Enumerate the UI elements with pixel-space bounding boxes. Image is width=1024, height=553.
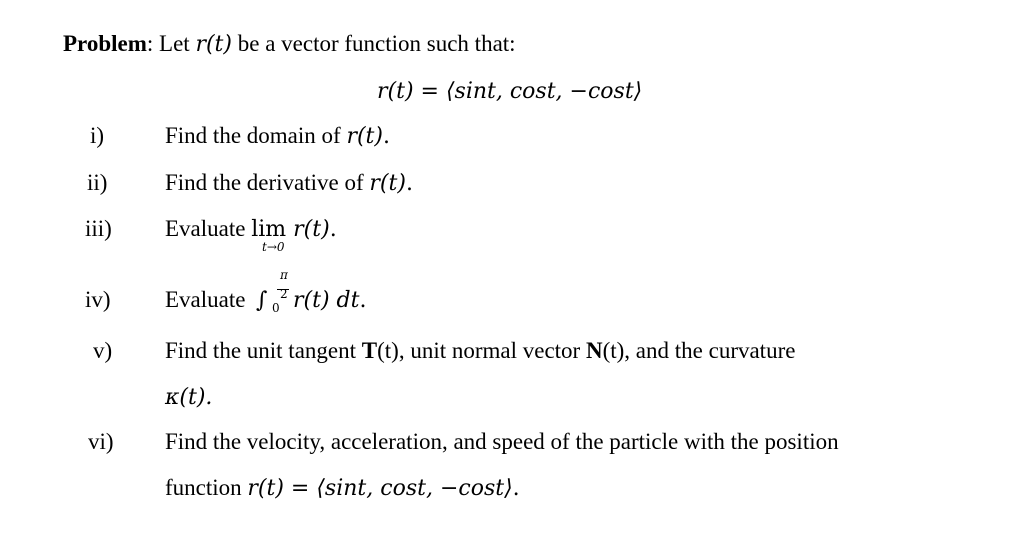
item-text-line2 (165, 474, 520, 503)
item-number: vi) (88, 429, 114, 454)
item-math: r(t) (346, 124, 383, 149)
problem-intro-tail: be a vector function such that: (231, 31, 516, 56)
integral-lower-limit: 0 (272, 301, 280, 315)
integral-sign: ∫ (256, 288, 268, 313)
item-math: r(t) dt (293, 288, 360, 313)
problem-label: Problem (63, 31, 147, 56)
item-text-part: (t), unit normal vector (377, 338, 586, 363)
item-text-part: (t), and the curvature (602, 338, 796, 363)
integral-upper-pi: π (280, 268, 288, 282)
item-text-part: Find the derivative of (165, 170, 370, 195)
item-math: r(t) (369, 171, 406, 196)
problem-intro-var: r(t) (195, 32, 232, 57)
item-number: i) (90, 123, 105, 148)
item-text (165, 215, 337, 244)
item-text (165, 169, 413, 198)
item-text-part: Find the unit tangent (165, 338, 362, 363)
limit-subscript: t→0 (262, 240, 285, 254)
bold-N: N (585, 338, 603, 363)
item-text: Find the velocity, acceleration, and speed of the particle with the position (165, 429, 839, 454)
item-number: ii) (87, 170, 108, 195)
item-number: v) (93, 338, 113, 363)
limit-operator: lim (251, 217, 287, 242)
item-text (165, 286, 245, 314)
item-text-part: Evaluate (165, 216, 252, 241)
item-text (165, 337, 795, 365)
item-text-part: function (165, 475, 248, 500)
bold-T: T (361, 338, 378, 363)
integral-upper-denominator: 2 (280, 287, 288, 301)
item-math: r(t) (286, 217, 330, 242)
integral-body (293, 286, 366, 315)
item-text (165, 122, 390, 151)
problem-intro: : Let (146, 31, 196, 56)
item-tail: . (359, 288, 367, 313)
item-text-part: Evaluate (165, 287, 246, 312)
item-math: r(t) = ⟨sint, cost, −cost⟩ (247, 476, 513, 501)
problem-equation: r(t) = ⟨sint, cost, −cost⟩ (377, 79, 643, 104)
item-number: iii) (85, 216, 112, 241)
item-tail: . (512, 476, 520, 501)
problem-statement (63, 30, 516, 59)
curvature-symbol: κ(t). (165, 385, 213, 410)
item-tail: . (405, 171, 413, 196)
item-tail: . (329, 217, 337, 242)
item-number: iv) (85, 287, 111, 312)
item-text-part: Find the domain of (165, 123, 347, 148)
item-tail: . (382, 124, 390, 149)
